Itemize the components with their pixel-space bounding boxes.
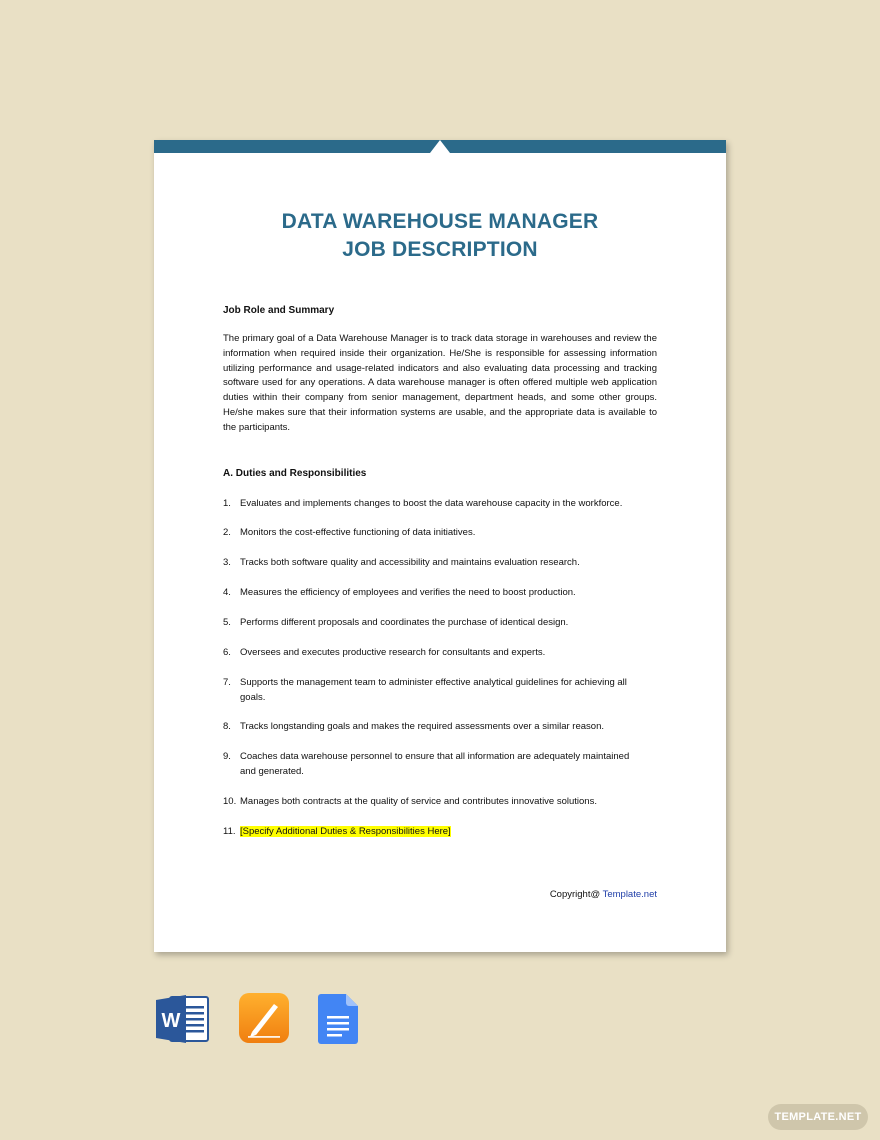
section-heading-job-role: Job Role and Summary [223,305,335,316]
title-line-1: DATA WAREHOUSE MANAGER [281,210,599,233]
duty-item [223,720,657,735]
duty-item [223,646,657,661]
header-accent-bar [154,140,726,154]
word-icon[interactable] [156,994,210,1044]
duty-text: Tracks both software quality and accessibility and maintains evaluation research. [240,557,580,569]
duty-number: 6. [223,647,231,659]
highlighted-placeholder: [Specify Additional Duties & Responsibilities Here] [240,825,451,837]
duty-number: 5. [223,617,231,629]
duty-number: 4. [223,587,231,599]
duty-number: 8. [223,721,231,733]
pages-icon[interactable] [238,992,290,1044]
duty-text: Measures the efficiency of employees and verifies the need to boost production. [240,587,576,599]
duty-text: Supports the management team to administer effective analytical guidelines for achieving all goals. [240,676,627,703]
document-title [154,208,726,264]
duty-item [223,676,657,705]
copyright-brand-link[interactable]: Template.net [602,889,657,900]
copyright-line [550,889,657,900]
duty-text: Evaluates and implements changes to boost the data warehouse capacity in the workforce. [240,497,623,509]
title-line-2: JOB DESCRIPTION [342,238,538,261]
section-heading-duties: A. Duties and Responsibilities [223,467,367,479]
duty-number: 2. [223,527,231,539]
duty-text: Monitors the cost-effective functioning of data initiatives. [240,527,476,539]
duty-item [223,556,657,571]
duty-number: 1. [223,497,231,509]
svg-text:W: W [161,1010,181,1032]
duty-text: Manages both contracts at the quality of service and contributes innovative solutions. [240,795,597,807]
template-net-watermark: TEMPLATE.NET [768,1104,868,1130]
duty-placeholder-highlight [240,825,657,840]
duty-text: Oversees and executes productive research for consultants and experts. [240,647,546,659]
google-docs-icon[interactable] [318,994,358,1044]
duty-text: Coaches data warehouse personnel to ensure that all information are adequately maintained and generated. [240,751,630,777]
duty-item [223,825,657,840]
document-page [154,140,726,952]
duty-number: 7. [223,676,231,688]
duty-text: Tracks longstanding goals and makes the required assessments over a similar reason. [240,721,604,733]
duty-number: 9. [223,751,231,763]
document-body [223,304,657,855]
duties-list [223,497,657,840]
duty-item [223,586,657,601]
duty-item [223,616,657,631]
duty-text: Performs different proposals and coordinates the purchase of identical design. [240,617,569,629]
duty-number: 10. [223,795,237,807]
duty-item [223,526,657,541]
duty-number: 3. [223,557,231,569]
copyright-label: Copyright@ [549,889,603,900]
summary-paragraph: The primary goal of a Data Warehouse Manager is to track data storage in warehouses and review the information when required inside their organization. He/She is responsible for assessing information utilizing performance and usage-related indicators and also evaluating data processing and tracking software used for any operations. A data warehouse manager is often offered multiple web application duties within their company from senior management, department heads, and some other groups. He/she makes sure that their information systems are usable, and the appropriate data is available to the participants. [223,333,657,433]
duty-item [223,750,657,779]
duty-item [223,795,657,810]
duty-item [223,497,657,512]
duty-number: 11. [223,825,236,837]
